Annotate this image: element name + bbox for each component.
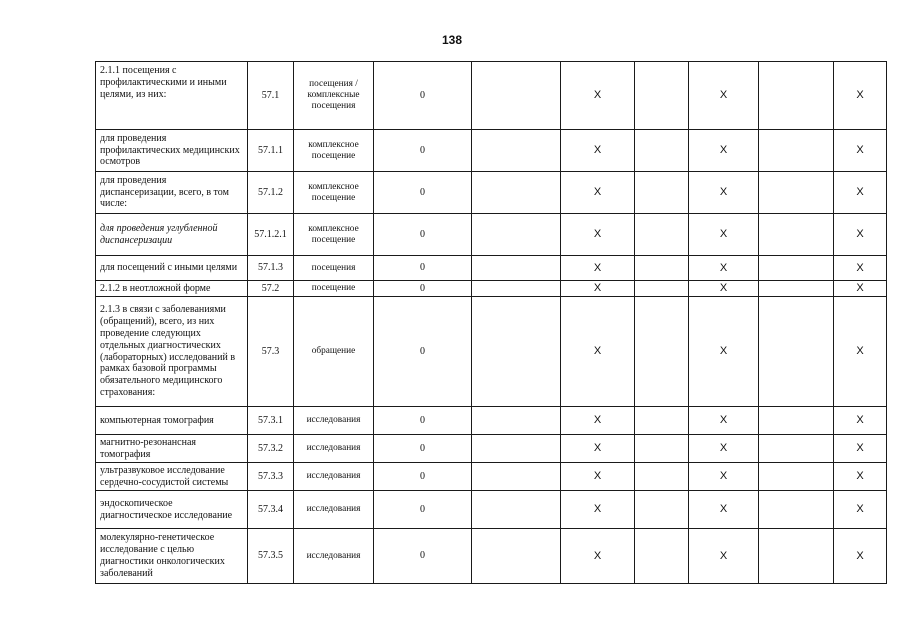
empty-cell [472,256,561,281]
row-x-mark: X [834,256,887,281]
row-x-mark: X [561,297,635,407]
row-value: 0 [374,214,472,256]
row-name: для проведения углубленной диспансеризации [96,214,248,256]
row-name: компьютерная томография [96,407,248,435]
empty-cell [635,529,689,584]
row-unit: исследования [294,491,374,529]
empty-cell [472,130,561,172]
empty-cell [472,491,561,529]
row-x-mark: X [834,435,887,463]
row-code: 57.2 [248,281,294,297]
row-name: для проведения диспансеризации, всего, в том числе: [96,172,248,214]
row-x-mark: X [689,407,759,435]
empty-cell [472,297,561,407]
row-name: ультразвуковое исследование сердечно-сосудистой системы [96,463,248,491]
row-x-mark: X [561,130,635,172]
row-x-mark: X [561,214,635,256]
empty-cell [472,435,561,463]
empty-cell [759,297,834,407]
table-row [96,172,887,214]
row-code: 57.3 [248,297,294,407]
row-unit: исследования [294,435,374,463]
row-value: 0 [374,407,472,435]
empty-cell [759,130,834,172]
row-value: 0 [374,256,472,281]
row-code: 57.1.1 [248,130,294,172]
empty-cell [635,491,689,529]
row-unit: посещения [294,256,374,281]
empty-cell [635,435,689,463]
row-x-mark: X [689,62,759,130]
row-x-mark: X [689,435,759,463]
row-x-mark: X [834,297,887,407]
empty-cell [759,214,834,256]
table-row [96,463,887,491]
row-code: 57.3.2 [248,435,294,463]
row-unit: исследования [294,463,374,491]
row-code: 57.3.4 [248,491,294,529]
row-x-mark: X [689,463,759,491]
row-code: 57.1.2.1 [248,214,294,256]
empty-cell [635,62,689,130]
row-unit: посещение [294,281,374,297]
row-value: 0 [374,62,472,130]
row-name: магнитно-резонансная томография [96,435,248,463]
table-row [96,435,887,463]
empty-cell [472,281,561,297]
row-x-mark: X [834,281,887,297]
empty-cell [635,463,689,491]
row-value: 0 [374,297,472,407]
row-unit: комплексное посещение [294,130,374,172]
empty-cell [635,256,689,281]
table-row [96,256,887,281]
empty-cell [759,529,834,584]
row-name: молекулярно-генетическое исследование с целью диагностики онкологических заболеваний [96,529,248,584]
table-row [96,62,887,130]
row-name: для проведения профилактических медицинских осмотров [96,130,248,172]
empty-cell [759,256,834,281]
row-value: 0 [374,463,472,491]
row-code: 57.1 [248,62,294,130]
row-x-mark: X [689,256,759,281]
row-unit: комплексное посещение [294,172,374,214]
empty-cell [759,281,834,297]
row-x-mark: X [834,407,887,435]
row-code: 57.3.5 [248,529,294,584]
row-x-mark: X [689,172,759,214]
empty-cell [635,297,689,407]
row-value: 0 [374,529,472,584]
row-x-mark: X [689,491,759,529]
empty-cell [759,463,834,491]
row-value: 0 [374,435,472,463]
table-row [96,529,887,584]
empty-cell [635,130,689,172]
row-name: 2.1.3 в связи с заболеваниями (обращений), всего, из них проведение следующих отдельных диагностических (лабораторных) исследований в рамках базовой программы обязательного медицинского страхования: [96,297,248,407]
row-code: 57.3.3 [248,463,294,491]
row-value: 0 [374,130,472,172]
row-x-mark: X [561,407,635,435]
row-x-mark: X [561,62,635,130]
row-x-mark: X [689,130,759,172]
empty-cell [472,172,561,214]
empty-cell [759,407,834,435]
row-x-mark: X [689,214,759,256]
row-name: эндоскопическое диагностическое исследование [96,491,248,529]
row-x-mark: X [561,491,635,529]
row-x-mark: X [834,529,887,584]
row-x-mark: X [561,463,635,491]
table-row [96,281,887,297]
data-table [95,61,887,584]
row-value: 0 [374,172,472,214]
empty-cell [759,435,834,463]
empty-cell [759,62,834,130]
row-code: 57.3.1 [248,407,294,435]
row-x-mark: X [561,529,635,584]
row-x-mark: X [834,214,887,256]
table-row [96,214,887,256]
row-x-mark: X [834,62,887,130]
empty-cell [759,491,834,529]
table-row [96,130,887,172]
row-name: 2.1.1 посещения с профилактическими и иными целями, из них: [96,62,248,130]
row-value: 0 [374,491,472,529]
row-unit: исследования [294,407,374,435]
empty-cell [472,214,561,256]
empty-cell [635,407,689,435]
empty-cell [472,62,561,130]
row-unit: посещения / комплексные посещения [294,62,374,130]
empty-cell [635,281,689,297]
empty-cell [472,529,561,584]
table-row [96,491,887,529]
empty-cell [635,172,689,214]
row-unit: обращение [294,297,374,407]
table-row [96,297,887,407]
row-x-mark: X [561,256,635,281]
row-name: 2.1.2 в неотложной форме [96,281,248,297]
row-code: 57.1.2 [248,172,294,214]
row-x-mark: X [834,130,887,172]
empty-cell [759,172,834,214]
page-number: 138 [441,33,463,47]
row-x-mark: X [689,529,759,584]
row-value: 0 [374,281,472,297]
empty-cell [635,214,689,256]
table-row [96,407,887,435]
empty-cell [472,463,561,491]
row-name: для посещений с иными целями [96,256,248,281]
row-unit: исследования [294,529,374,584]
row-unit: комплексное посещение [294,214,374,256]
row-x-mark: X [561,172,635,214]
row-x-mark: X [561,281,635,297]
empty-cell [472,407,561,435]
row-x-mark: X [689,281,759,297]
row-x-mark: X [689,297,759,407]
row-x-mark: X [834,172,887,214]
row-x-mark: X [834,491,887,529]
row-x-mark: X [834,463,887,491]
row-code: 57.1.3 [248,256,294,281]
row-x-mark: X [561,435,635,463]
